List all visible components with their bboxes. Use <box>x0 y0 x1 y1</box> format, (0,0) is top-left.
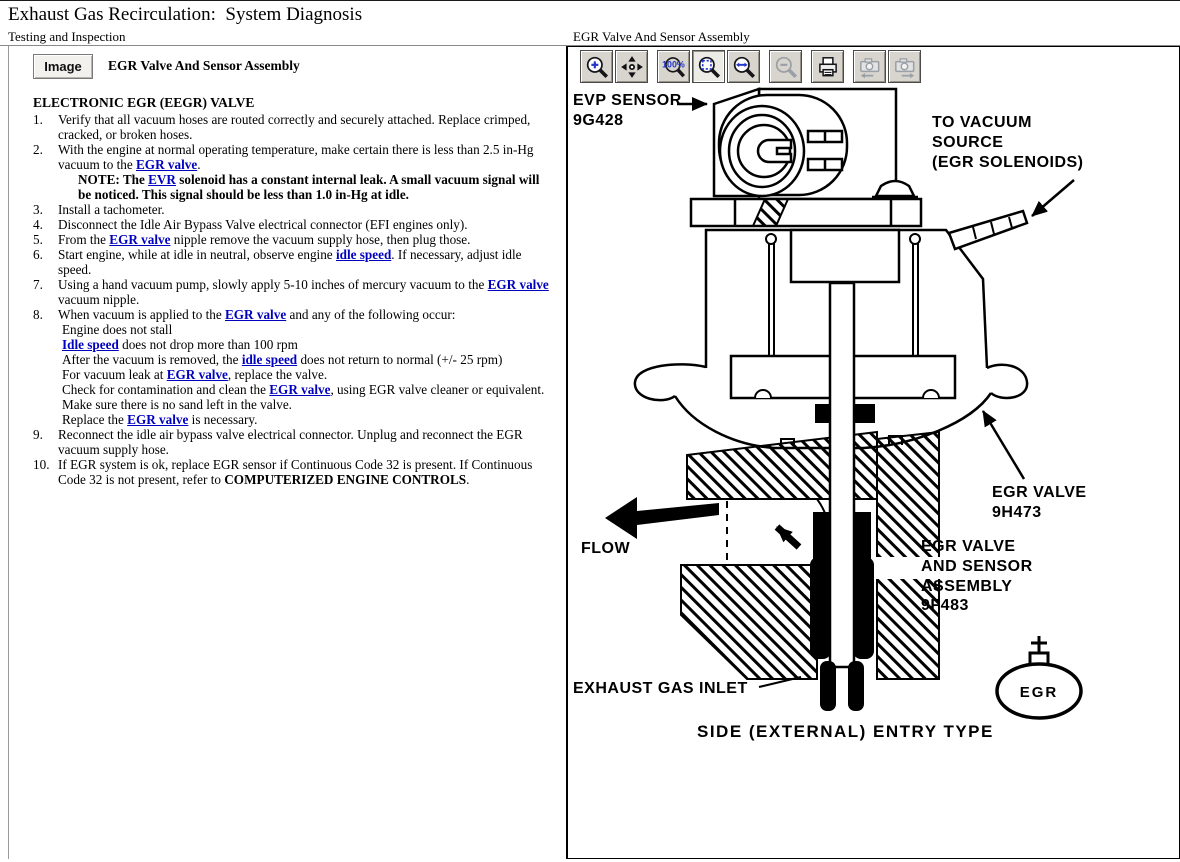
step-item <box>33 232 560 247</box>
note-block <box>78 172 542 202</box>
step-number: 4. <box>33 217 43 232</box>
hyperlink[interactable]: EGR valve <box>127 412 189 427</box>
toolbar-button-zoom-in[interactable] <box>580 50 613 83</box>
text-run: Check for contamination and clean the <box>62 382 270 397</box>
step-text <box>58 202 555 217</box>
hyperlink[interactable]: Idle speed <box>62 337 119 352</box>
text-run: , using EGR valve cleaner or equivalent. <box>330 382 545 397</box>
magnifier-100-icon <box>661 54 687 80</box>
step-item <box>33 142 560 202</box>
toolbar-button-fit-width[interactable] <box>727 50 760 83</box>
assembly-label-1: EGR VALVE <box>921 538 1016 555</box>
diagram-canvas <box>569 87 1178 862</box>
step-number: 7. <box>33 277 43 292</box>
toolbar-button-fit-page[interactable] <box>692 50 725 83</box>
text-run: Using a hand vacuum pump, slowly apply 5-10 inches of mercury vacuum to the <box>58 277 488 292</box>
egr-valve-part-number: 9H473 <box>992 504 1042 521</box>
text-run: does not drop more than 100 rpm <box>118 337 298 352</box>
procedure-pane <box>8 46 560 859</box>
egr-badge <box>997 636 1081 718</box>
text-run: From the <box>58 232 110 247</box>
text-run: Verify that all vacuum hoses are routed correctly and securely attached. Replace crimped, cracked, or broken hoses. <box>58 112 531 142</box>
printer-icon <box>815 54 841 80</box>
assembly-label-3: ASSEMBLY <box>921 578 1013 595</box>
magnifier-plus-icon <box>584 54 610 80</box>
magnifier-minus-icon <box>773 54 799 80</box>
step-item <box>33 217 560 232</box>
step-number: 8. <box>33 307 43 322</box>
evp-sensor-drawing <box>691 89 921 226</box>
step-text <box>58 307 555 427</box>
image-viewer-pane <box>566 46 1180 859</box>
pan-arrows-icon <box>619 54 645 80</box>
egr-badge-text: EGR <box>1019 684 1059 701</box>
svg-text:100%: 100% <box>661 59 685 70</box>
hyperlink[interactable]: EGR valve <box>136 157 198 172</box>
step-item <box>33 277 560 307</box>
toolbar-group-zoom <box>580 50 648 83</box>
vacuum-source-label-2: SOURCE <box>932 134 1004 151</box>
hyperlink[interactable]: idle speed <box>335 247 392 262</box>
text-run: vacuum nipple. <box>58 292 140 307</box>
step-subitem <box>62 337 555 352</box>
step-number: 2. <box>33 142 43 157</box>
toolbar-group-print <box>811 50 844 83</box>
hyperlink[interactable]: idle speed <box>241 352 298 367</box>
text-run: . <box>466 472 470 487</box>
image-toolbar <box>580 50 921 83</box>
step-item <box>33 202 560 217</box>
text-run: is necessary. <box>188 412 258 427</box>
hyperlink[interactable]: EGR valve <box>487 277 549 292</box>
toolbar-button-zoom-out <box>769 50 802 83</box>
text-run: NOTE: The <box>78 172 149 187</box>
hyperlink[interactable]: EGR valve <box>269 382 331 397</box>
toolbar-button-next-image <box>888 50 921 83</box>
hyperlink[interactable]: EVR <box>148 172 176 187</box>
step-item <box>33 427 560 457</box>
diagram-caption: SIDE (EXTERNAL) ENTRY TYPE <box>697 722 994 741</box>
magnifier-fit-page-icon <box>696 54 722 80</box>
text-run: Replace the <box>62 412 128 427</box>
hyperlink[interactable]: EGR valve <box>225 307 287 322</box>
assembly-label-2: AND SENSOR <box>921 558 1033 575</box>
step-subitem <box>62 382 555 397</box>
step-item <box>33 307 560 427</box>
text-run: solenoid has a constant internal leak. A small vacuum signal will be noticed. This signal should be less than 1.0 in-Hg at idle. <box>78 172 540 202</box>
toolbar-button-pan[interactable] <box>615 50 648 83</box>
text-run: . <box>197 157 201 172</box>
step-item <box>33 112 560 142</box>
step-subitem <box>62 367 555 382</box>
text-run: Make sure there is no sand left in the valve. <box>62 397 292 412</box>
step-text <box>58 232 555 247</box>
step-number: 3. <box>33 202 43 217</box>
step-text <box>58 427 555 457</box>
text-run: and any of the following occur: <box>286 307 456 322</box>
step-number: 1. <box>33 112 43 127</box>
egr-diagram <box>569 87 1178 857</box>
section-heading: ELECTRONIC EGR (EEGR) VALVE <box>33 95 255 110</box>
flow-label: FLOW <box>581 540 631 557</box>
toolbar-group-images <box>853 50 921 83</box>
toolbar-group-fit <box>657 50 760 83</box>
vacuum-source-label-3: (EGR SOLENOIDS) <box>932 154 1084 171</box>
step-text <box>58 112 555 142</box>
step-item <box>33 247 560 277</box>
step-number: 6. <box>33 247 43 262</box>
breadcrumb-left: Testing and Inspection <box>8 29 126 44</box>
breadcrumb-right: EGR Valve And Sensor Assembly <box>573 29 750 44</box>
text-run: If EGR system is ok, replace EGR sensor if Continuous Code 32 is present. If Continuous Code 32 is not present, refer to <box>58 457 533 487</box>
step-number: 5. <box>33 232 43 247</box>
text-run: Start engine, while at idle in neutral, observe engine <box>58 247 336 262</box>
text-run: Disconnect the Idle Air Bypass Valve electrical connector (EFI engines only). <box>58 217 468 232</box>
step-text <box>58 217 555 232</box>
step-subitem <box>62 322 555 337</box>
hyperlink[interactable]: EGR valve <box>166 367 228 382</box>
text-run: does not return to normal (+/- 25 rpm) <box>297 352 503 367</box>
toolbar-button-zoom-100[interactable] <box>657 50 690 83</box>
assembly-part-number: 9F483 <box>921 597 969 614</box>
step-text <box>58 142 555 202</box>
window-header <box>0 0 1180 46</box>
evp-sensor-part-number: 9G428 <box>573 112 624 129</box>
camera-prev-icon <box>857 54 883 80</box>
toolbar-group-zoomout <box>769 50 802 83</box>
step-subitem <box>62 352 555 367</box>
image-caption: EGR Valve And Sensor Assembly <box>108 58 300 73</box>
steps-list <box>33 112 560 487</box>
hyperlink[interactable]: EGR valve <box>109 232 171 247</box>
exhaust-casting-drawing <box>681 405 941 679</box>
text-run: With the engine at normal operating temperature, make certain there is less than 2.5 in-Hg vacuum to the <box>58 142 534 172</box>
page-title: Exhaust Gas Recirculation: System Diagnosis <box>8 4 363 25</box>
step-subitem <box>62 412 555 427</box>
image-button[interactable]: Image <box>33 54 93 79</box>
step-subitem <box>62 397 555 412</box>
evp-sensor-label: EVP SENSOR <box>573 92 682 109</box>
egr-valve-label: EGR VALVE <box>992 484 1087 501</box>
step-text <box>58 277 555 307</box>
text-run: After the vacuum is removed, the <box>62 352 242 367</box>
step-text <box>58 247 555 277</box>
bold-reference: COMPUTERIZED ENGINE CONTROLS <box>224 472 467 487</box>
camera-next-icon <box>892 54 918 80</box>
step-text <box>58 457 555 487</box>
vacuum-source-label-1: TO VACUUM <box>932 114 1032 131</box>
text-run: When vacuum is applied to the <box>58 307 225 322</box>
step-number: 10. <box>33 457 50 472</box>
text-run: Engine does not stall <box>62 322 173 337</box>
text-run: nipple remove the vacuum supply hose, then plug those. <box>170 232 471 247</box>
image-link-row <box>33 53 560 79</box>
exhaust-gas-inlet-label: EXHAUST GAS INLET <box>573 680 748 697</box>
step-number: 9. <box>33 427 43 442</box>
text-run: Reconnect the idle air bypass valve electrical connector. Unplug and reconnect the EGR vacuum supply hose. <box>58 427 523 457</box>
text-run: For vacuum leak at <box>62 367 167 382</box>
toolbar-button-prev-image <box>853 50 886 83</box>
text-run: Install a tachometer. <box>58 202 165 217</box>
toolbar-button-print[interactable] <box>811 50 844 83</box>
magnifier-fit-width-icon <box>731 54 757 80</box>
text-run: , replace the valve. <box>227 367 328 382</box>
text-run: . If necessary, adjust idle speed. <box>58 247 522 277</box>
step-item <box>33 457 560 487</box>
